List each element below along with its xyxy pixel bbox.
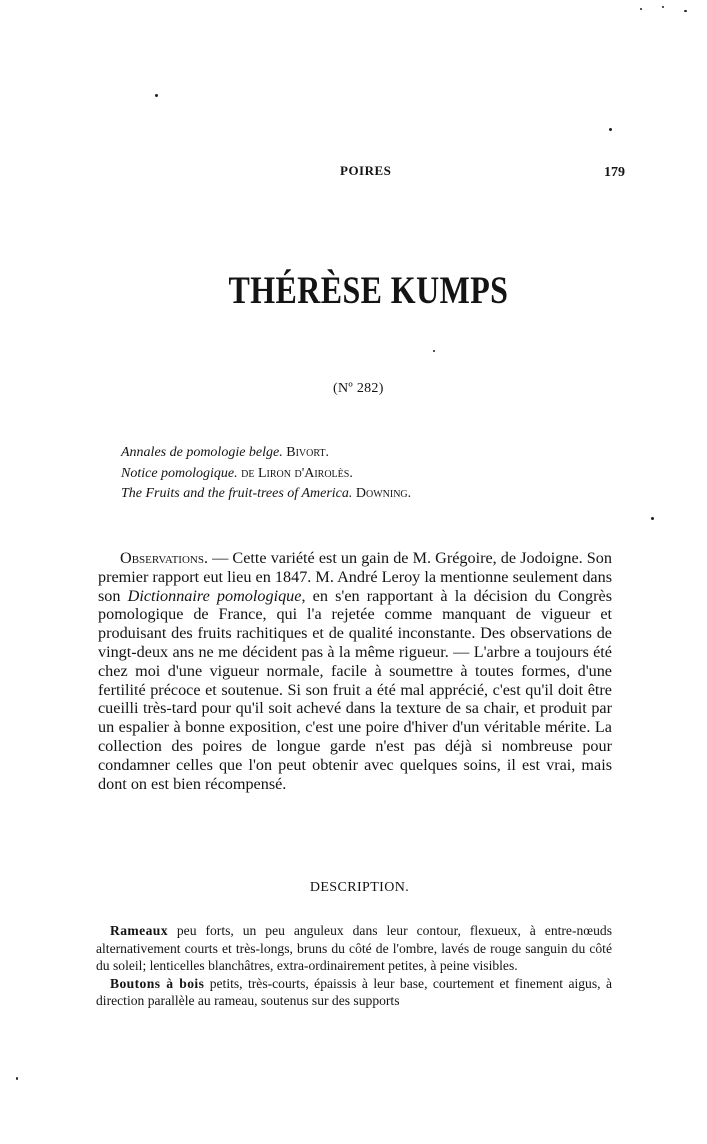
description-body	[96, 922, 612, 1010]
description-item	[96, 975, 612, 1010]
description-term: Rameaux	[110, 923, 168, 938]
page-number: 179	[604, 165, 625, 180]
observations-lead: Observations.	[120, 549, 209, 567]
scan-speck	[609, 128, 612, 131]
observations-text: , en s'en rapportant à la décision du Congrès pomologique de France, qui l'a rejetée comme manquant de vigueur et produisant des fruits rachitiques et de qualité inconstante. Des observations de vingt-deux ans ne me décident pas à la même rigueur. — L'arbre a toujours été chez moi d'une vigueur normale, facile à soumettre à toutes formes, d'une fertilité précoce et soutenue. Si son fruit a été mal apprécié, c'est qu'il doit être cueilli très-tard pour qu'il soit achevé dans la texture de sa chair, et produit par un espalier à bonne exposition, c'est une poire d'hiver d'un véritable mérite. La collection des poires de longue garde n'est pas déjà si nombreuse pour condamner celles que l'on peut obtenir avec quelques soins, il est vrai, mais dont on est bien récompensé.	[98, 586, 612, 793]
reference-author: Bivort.	[286, 445, 330, 460]
scan-speck	[155, 94, 158, 97]
references-list	[121, 443, 601, 505]
running-head: POIRES	[340, 163, 392, 178]
reference-work: Annales de pomologie belge.	[121, 445, 283, 460]
page-title: THÉRÈSE KUMPS	[228, 269, 509, 312]
reference-work: The Fruits and the fruit-trees of America.	[121, 486, 353, 501]
scan-speck	[662, 6, 664, 8]
scan-speck	[433, 350, 435, 352]
scan-speck	[684, 10, 687, 12]
reference-item	[121, 484, 601, 505]
variety-number: (Nº 282)	[333, 381, 384, 396]
book-title: Dictionnaire pomologique	[127, 586, 302, 605]
reference-item	[121, 443, 601, 464]
reference-author: de Liron d'Airolès.	[241, 465, 353, 481]
reference-item	[121, 464, 601, 485]
reference-work: Notice pomologique.	[121, 465, 238, 481]
observations-paragraph	[98, 549, 612, 793]
scan-speck	[640, 8, 642, 10]
description-text: peu forts, un peu anguleux dans leur contour, flexueux, à entre-nœuds alternativement courts et très-longs, bruns du côté de l'ombre, lavés de rouge sanguin du côté du soleil; lenticelles blanchâtres, extra-ordinairement petites, à peine visibles.	[96, 923, 612, 974]
description-term: Boutons à bois	[110, 975, 205, 991]
scan-speck	[651, 517, 654, 520]
description-heading: DESCRIPTION.	[309, 880, 410, 895]
description-item	[96, 922, 612, 975]
description-text: petits, très-courts, épaissis à leur base, courtement et finement aigus, à direction parallèle au rameau, soutenus sur des supports	[96, 975, 612, 1009]
scan-speck	[16, 1077, 18, 1080]
reference-author: Downing.	[355, 486, 412, 501]
observations-text: — Cette variété est un gain de M. Grégoire, de Jodoigne. Son premier rapport eut lieu en 1847. M. André Leroy la mentionne seulement dans son	[98, 549, 612, 605]
